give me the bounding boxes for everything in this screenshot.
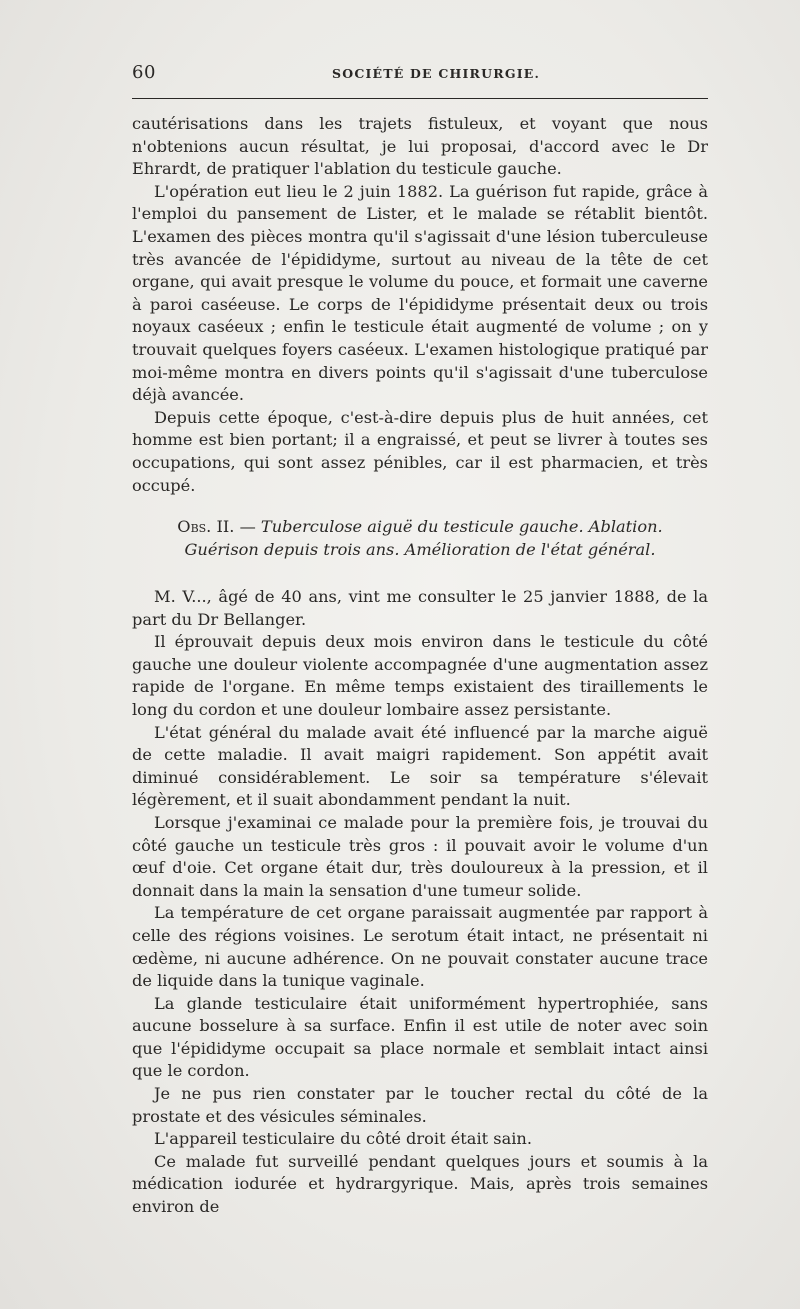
paragraph: Depuis cette époque, c'est-à-dire depuis plus de huit années, cet homme est bien portant; il a engraissé, et peut se livrer à toutes ses occupations, qui sont assez pénibles, car il est pharmacien, et très occupé.: [132, 407, 708, 495]
observation-dash: —: [234, 517, 261, 536]
paragraph: L'état général du malade avait été influencé par la marche aiguë de cette maladie. Il avait maigri rapidement. Son appétit avait diminué considérablement. Le soir sa température s'élevait légèrement, et il suait abondamment pendant la nuit.: [132, 722, 708, 810]
paragraph: La glande testiculaire était uniformément hypertrophiée, sans aucune bosselure à sa surface. Enfin il est utile de noter avec soin que l'épididyme occupait sa place normale et semblait intact ainsi que le cordon.: [132, 993, 708, 1081]
paragraph: Ce malade fut surveillé pendant quelques jours et soumis à la médication iodurée et hydrargyrique. Mais, après trois semaines environ de: [132, 1151, 708, 1217]
paragraph: M. V..., âgé de 40 ans, vint me consulter le 25 janvier 1888, de la part du Dr Bellanger.: [132, 587, 708, 629]
observation-heading-line-1: [132, 516, 708, 539]
paragraph: cautérisations dans les trajets fistuleux, et voyant que nous n'obtenions aucun résultat, je lui proposai, d'accord avec le Dr Ehrardt, de pratiquer l'ablation du testicule gauche.: [132, 114, 708, 179]
paragraph: L'appareil testiculaire du côté droit était sain.: [154, 1129, 532, 1149]
observation-label: Obs. II.: [177, 517, 235, 536]
observation-title-2: Guérison depuis trois ans. Amélioration de l'état général.: [184, 539, 656, 559]
paragraph: Je ne pus rien constater par le toucher rectal du côté de la prostate et des vésicules séminales.: [132, 1084, 708, 1126]
observation-heading: [132, 516, 708, 561]
running-head: SOCIÉTÉ DE CHIRURGIE.: [332, 66, 541, 81]
paragraph: La température de cet organe paraissait augmentée par rapport à celle des régions voisines. Le serotum était intact, ne présentait ni œdème, ni aucune adhérence. On ne pouvait constater aucune trace de liquide dans la tunique vaginale.: [132, 903, 708, 991]
paragraph: Lorsque j'examinai ce malade pour la première fois, je trouvai du côté gauche un testicule très gros : il pouvait avoir le volume d'un œuf d'oie. Cet organe était dur, très douloureux à la pression, et il donnait dans la main la sensation d'une tumeur solide.: [132, 812, 708, 900]
paragraph: Il éprouvait depuis deux mois environ dans le testicule du côté gauche une douleur violente accompagnée d'une augmentation assez rapide de l'organe. En même temps existaient des tiraillements le long du cordon et une douleur lombaire assez persistante.: [132, 632, 708, 719]
page-header: [132, 62, 708, 90]
section-2-text: [132, 586, 708, 1219]
observation-title-1: Tuberculose aiguë du testicule gauche. Ablation.: [260, 517, 663, 536]
header-rule: [132, 98, 708, 99]
section-1-text: [132, 113, 708, 497]
page-number: 60: [132, 62, 156, 83]
paragraph: L'opération eut lieu le 2 juin 1882. La guérison fut rapide, grâce à l'emploi du pansement de Lister, et le malade se rétablit bientôt. L'examen des pièces montra qu'il s'agissait d'une lésion tuberculeuse très avancée de l'épididyme, surtout au niveau de la tête de cet organe, qui avait presque le volume du pouce, et formait une caverne à paroi caséeuse. Le corps de l'épididyme présentait deux ou trois noyaux caséeux ; enfin le testicule était augmenté de volume ; on y trouvait quelques foyers caséeux. L'examen histologique pratiqué par moi-même montra en divers points qu'il s'agissait d'une tuberculose déjà avancée.: [132, 181, 708, 405]
